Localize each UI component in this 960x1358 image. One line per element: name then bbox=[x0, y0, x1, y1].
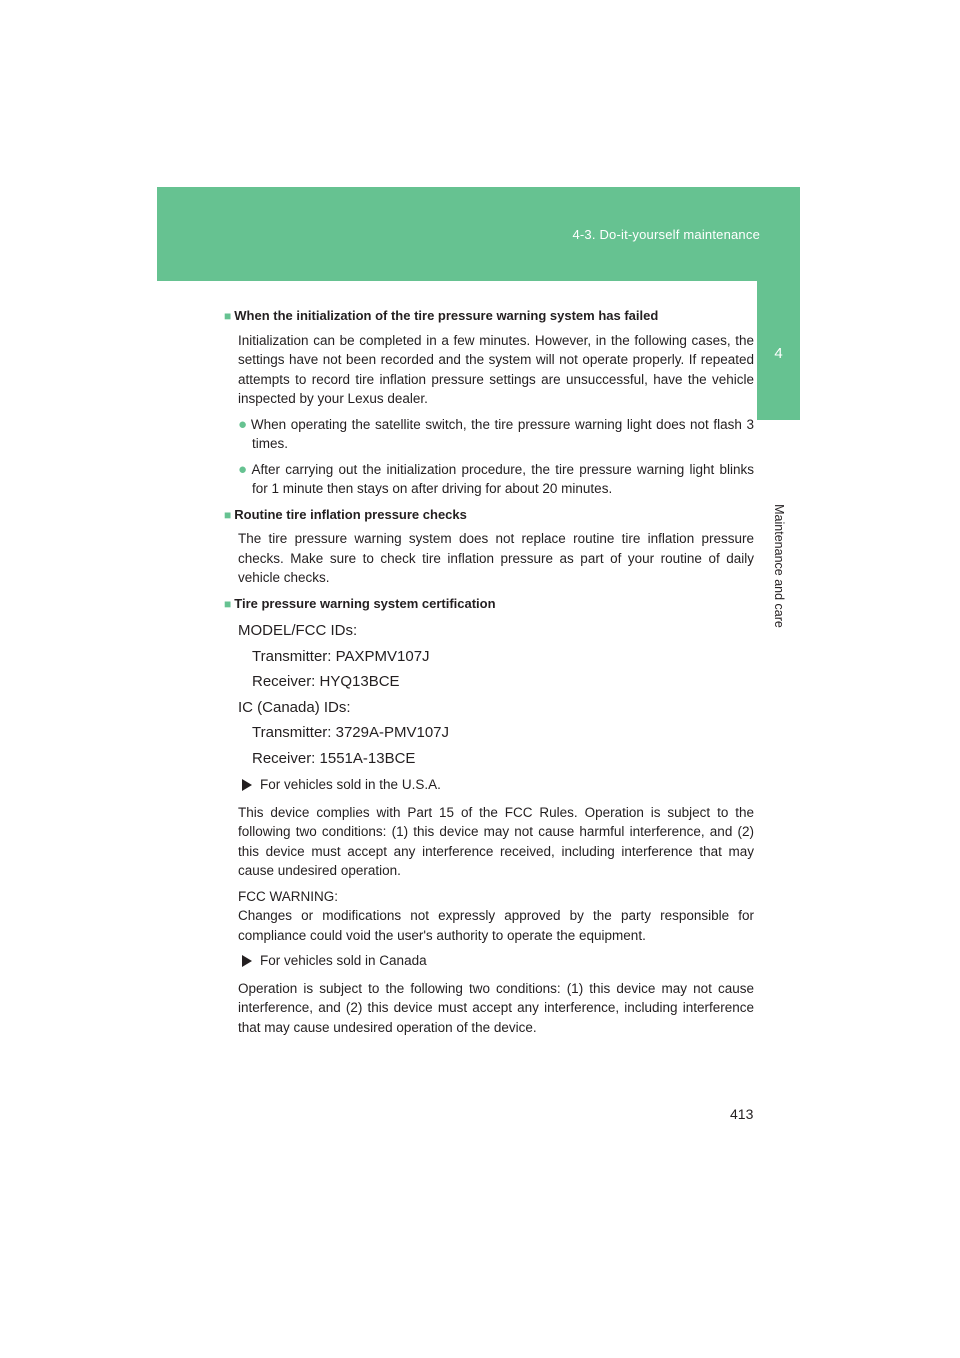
circle-bullet-icon: ● bbox=[238, 460, 249, 478]
ic-receiver-id: Receiver: 1551A-13BCE bbox=[252, 749, 416, 767]
paragraph: Changes or modifications not expressly approved by the party responsible for compliance could void the user's authority to operate the equipment. bbox=[238, 908, 754, 943]
square-bullet-icon: ■ bbox=[224, 596, 232, 611]
page-number: 413 bbox=[730, 1106, 754, 1122]
section-heading: ■ Tire pressure warning system certification bbox=[224, 595, 496, 611]
paragraph: Operation is subject to the following two conditions: (1) this device may not cause interference, and (2) this device must accept any interference, including interference that may cause undesired operation of the device. bbox=[238, 980, 754, 1035]
paragraph: This device complies with Part 15 of the FCC Rules. Operation is subject to the following two conditions: (1) this device may not cause harmful interference, and (2) this device must accept any interference received, including interference that may cause undesired operation. bbox=[238, 804, 754, 878]
fcc-transmitter-id: Transmitter: PAXPMV107J bbox=[252, 647, 430, 665]
list-item: ● After carrying out the initialization procedure, the tire pressure warning light blinks for 1 minute then stays on after driving for about 20 minutes. bbox=[238, 460, 755, 496]
arrow-right-icon bbox=[242, 955, 252, 967]
canada-subheading: For vehicles sold in Canada bbox=[242, 951, 754, 971]
chapter-number: 4 bbox=[774, 344, 783, 362]
section-title: 4-3. Do-it-yourself maintenance bbox=[572, 227, 760, 242]
usa-subheading: For vehicles sold in the U.S.A. bbox=[242, 775, 754, 795]
arrow-right-icon bbox=[242, 779, 252, 791]
ic-id-label: IC (Canada) IDs: bbox=[238, 698, 351, 716]
page-content bbox=[224, 306, 754, 1043]
section-heading: ■ When the initialization of the tire pressure warning system has failed bbox=[224, 308, 659, 323]
fcc-receiver-id: Receiver: HYQ13BCE bbox=[252, 673, 400, 690]
ic-transmitter-id: Transmitter: 3729A-PMV107J bbox=[252, 724, 450, 741]
header-band bbox=[157, 187, 800, 281]
section-heading: ■ Routine tire inflation pressure checks bbox=[224, 506, 467, 522]
square-bullet-icon: ■ bbox=[224, 507, 232, 522]
side-tab bbox=[757, 281, 800, 711]
id-list bbox=[238, 618, 754, 771]
list-item: ● When operating the satellite switch, the tire pressure warning light does not flash 3 times. bbox=[238, 415, 754, 451]
fcc-warning-title: FCC WARNING: bbox=[238, 888, 338, 904]
side-label-box bbox=[757, 420, 800, 711]
fcc-id-label: MODEL/FCC IDs: bbox=[238, 622, 358, 639]
square-bullet-icon: ■ bbox=[224, 309, 232, 323]
chapter-label: Maintenance and care bbox=[771, 503, 786, 628]
paragraph: Initialization can be completed in a few minutes. However, in the following cases, the settings have not been recorded and the system will not operate properly. If repeated attempts to record tire inflation pressure settings are unsuccessful, have the vehicle inspected by your Lexus dealer. bbox=[238, 332, 754, 406]
circle-bullet-icon: ● bbox=[238, 415, 248, 433]
paragraph: The tire pressure warning system does not replace routine tire inflation pressure checks. Make sure to check tire inflation pressure as part of your routine of daily vehicle checks. bbox=[238, 531, 754, 585]
